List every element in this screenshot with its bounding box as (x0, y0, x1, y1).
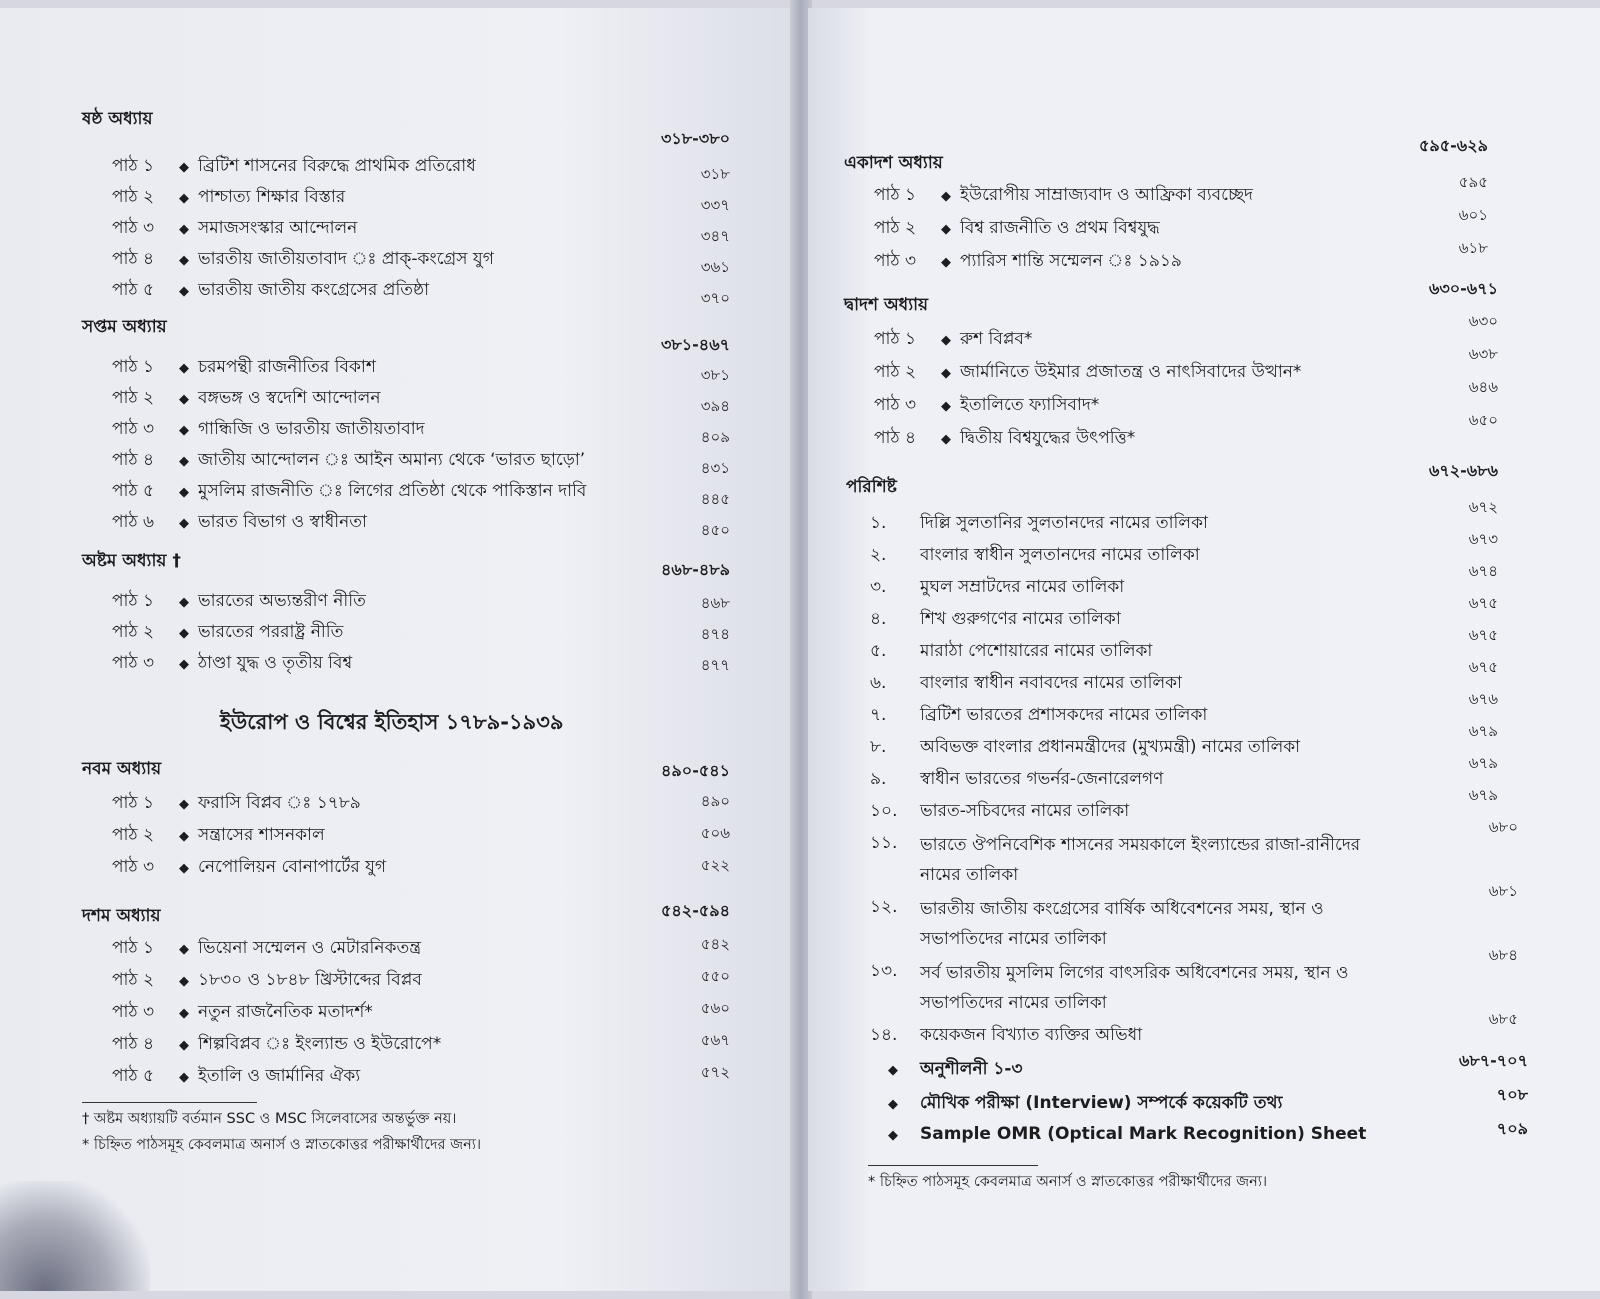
chapter-title: ষষ্ঠ অধ্যায় (82, 109, 153, 129)
chapter-title: দ্বাদশ অধ্যায় (844, 295, 929, 315)
footnote-rule (868, 1165, 1038, 1166)
appendix-range: ৬৭২-৬৮৬ (1428, 461, 1498, 480)
page-number: ৫৯৫ (1458, 173, 1488, 191)
extra-entry[interactable] (888, 1090, 1282, 1118)
item-text: বাংলার স্বাধীন সুলতানদের নামের তালিকা (920, 545, 1200, 565)
right-page (808, 8, 1600, 1291)
toc-entry[interactable] (874, 215, 1160, 243)
item-number: ৪. (870, 609, 887, 629)
lesson-label: পাঠ ২ (112, 388, 155, 408)
page-number: ৫০৬ (700, 824, 730, 842)
item-number: ২. (870, 545, 887, 565)
lesson-label: পাঠ ১ (112, 793, 154, 813)
bullet-icon: ◆ (179, 829, 189, 844)
lesson-title: চরমপন্থী রাজনীতির বিকাশ (198, 357, 376, 377)
page-number: ৩৩৭ (700, 196, 730, 214)
bullet-icon: ◆ (941, 189, 951, 204)
bullet-icon: ◆ (179, 423, 189, 438)
bullet-icon: ◆ (179, 392, 189, 407)
item-number: ১২. (870, 897, 898, 917)
lesson-title: বঙ্গভঙ্গ ও স্বদেশি আন্দোলন (198, 388, 381, 408)
bullet-icon: ◆ (179, 361, 189, 376)
lesson-title: রুশ বিপ্লব* (960, 329, 1033, 349)
bullet-icon: ◆ (179, 1006, 189, 1021)
lesson-label: পাঠ ৪ (112, 249, 154, 269)
lesson-label: পাঠ ৩ (874, 395, 917, 415)
bullet-icon: ◆ (179, 657, 189, 672)
lesson-label: পাঠ ১ (112, 357, 154, 377)
toc-entry[interactable] (112, 619, 343, 647)
toc-entry[interactable] (112, 935, 421, 963)
page-number: ৬৭৫ (1468, 626, 1498, 644)
lesson-title: নতুন রাজনৈতিক মতাদর্শ* (198, 1002, 373, 1022)
page-number: ৬৭৬ (1468, 690, 1498, 708)
lesson-title: মুসলিম রাজনীতি ঃ লিগের প্রতিষ্ঠা থেকে পাকিস্তান দাবি (198, 481, 587, 501)
item-text: ভারতীয় জাতীয় কংগ্রেসের বার্ষিক অধিবেশনের সময়, স্থান ও সভাপতিদের নামের তালিকা (920, 899, 1324, 949)
section-title: ইউরোপ ও বিশ্বের ইতিহাস ১৭৮৯-১৯৩৯ (220, 710, 564, 734)
lesson-title: পাশ্চাত্য শিক্ষার বিস্তার (198, 187, 346, 207)
lesson-title: ইতালি ও জার্মানির ঐক্য (198, 1066, 361, 1086)
page-number: ৬৮১ (1488, 882, 1518, 900)
lesson-label: পাঠ ৪ (112, 450, 154, 470)
lesson-label: পাঠ ৩ (112, 857, 155, 877)
page-number: ৬৭৯ (1468, 722, 1498, 740)
item-number: ৭. (870, 705, 887, 725)
page-number: ৬৮৫ (1488, 1010, 1518, 1028)
page-number: ৩৪৭ (700, 227, 730, 245)
page-number: ৪৩১ (700, 459, 730, 477)
lesson-label: পাঠ ৩ (112, 419, 155, 439)
toc-entry[interactable] (874, 248, 1182, 276)
chapter-title: নবম অধ্যায় (82, 759, 162, 779)
toc-entry[interactable] (112, 385, 380, 413)
appendix-item[interactable] (870, 830, 1400, 890)
lesson-label: পাঠ ২ (112, 187, 155, 207)
appendix-item[interactable] (870, 670, 1182, 698)
toc-entry[interactable] (874, 359, 1301, 387)
extra-text: অনুশীলনী ১-৩ (920, 1059, 1023, 1079)
item-text: দিল্লি সুলতানির সুলতানদের নামের তালিকা (920, 513, 1208, 533)
item-text: মুঘল সম্রাটদের নামের তালিকা (920, 577, 1125, 597)
extra-text: মৌখিক পরীক্ষা (Interview) সম্পর্কে কয়েকটি তথ্য (920, 1093, 1283, 1113)
item-text: অবিভক্ত বাংলার প্রধানমন্ত্রীদের (মুখ্যমন্ত্রী) নামের তালিকা (920, 737, 1301, 757)
toc-entry[interactable] (112, 588, 366, 616)
lesson-title: ভারত বিভাগ ও স্বাধীনতা (198, 512, 367, 532)
page-number: ৬৮৪ (1488, 946, 1518, 964)
extra-entry[interactable] (888, 1056, 1023, 1084)
bullet-icon: ◆ (941, 222, 951, 237)
lesson-label: পাঠ ১ (874, 329, 916, 349)
bullet-icon: ◆ (941, 366, 951, 381)
item-number: ৯. (870, 769, 887, 789)
bullet-icon: ◆ (941, 432, 951, 447)
item-text: শিখ গুরুগণের নামের তালিকা (920, 609, 1121, 629)
toc-entry[interactable] (112, 277, 429, 305)
toc-entry[interactable] (112, 509, 367, 537)
page-number: ৬৭২ (1468, 498, 1498, 516)
lesson-title: ভারতের অভ্যন্তরীণ নীতি (198, 591, 366, 611)
page-number: ৫৬০ (700, 999, 730, 1017)
lesson-title: ঠাণ্ডা যুদ্ধ ও তৃতীয় বিশ্ব (198, 653, 353, 673)
bullet-icon: ◆ (179, 942, 189, 957)
page-number: ৬০১ (1458, 206, 1488, 224)
lesson-label: পাঠ ২ (112, 970, 155, 990)
item-number: ৮. (870, 737, 887, 757)
item-number: ১৩. (870, 961, 898, 981)
bullet-icon: ◆ (179, 1038, 189, 1053)
chapter-title: একাদশ অধ্যায় (844, 153, 943, 173)
page-number: ৪৫০ (700, 521, 730, 539)
item-text: মারাঠা পেশোয়ারের নামের তালিকা (920, 641, 1153, 661)
lesson-title: ১৮৩০ ও ১৮৪৮ খ্রিস্টাব্দের বিপ্লব (198, 970, 422, 990)
toc-entry[interactable] (112, 447, 585, 475)
item-number: ১০. (870, 801, 898, 821)
toc-entry[interactable] (112, 967, 422, 995)
bullet-icon: ◆ (888, 1128, 898, 1143)
item-number: ৩. (870, 577, 887, 597)
lesson-label: পাঠ ২ (874, 218, 917, 238)
lesson-label: পাঠ ৪ (112, 1034, 154, 1054)
lesson-title: বিশ্ব রাজনীতি ও প্রথম বিশ্বযুদ্ধ (960, 218, 1160, 238)
lesson-title: ভিয়েনা সম্মেলন ও মেটারনিকতন্ত্র (198, 938, 422, 958)
page-number: ৩১৮ (700, 165, 730, 183)
lesson-title: ভারতীয় জাতীয় কংগ্রেসের প্রতিষ্ঠা (198, 280, 430, 300)
item-text: ব্রিটিশ ভারতের প্রশাসকদের নামের তালিকা (920, 705, 1208, 725)
lesson-title: গান্ধিজি ও ভারতীয় জাতীয়তাবাদ (198, 419, 425, 439)
toc-entry[interactable] (112, 184, 345, 212)
toc-entry[interactable] (112, 1031, 441, 1059)
appendix-item[interactable] (870, 894, 1400, 954)
bullet-icon: ◆ (179, 222, 189, 237)
item-text: কয়েকজন বিখ্যাত ব্যক্তির অভিধা (920, 1025, 1143, 1045)
page-number: ৬৩০ (1468, 312, 1498, 330)
page-number: ৫৭২ (700, 1063, 730, 1081)
item-text: স্বাধীন ভারতের গভর্নর-জেনারেলগণ (920, 769, 1164, 789)
page-number: ৬৮০ (1488, 818, 1518, 836)
chapter-range: ৬৩০-৬৭১ (1428, 279, 1498, 298)
lesson-label: পাঠ ২ (874, 362, 917, 382)
footnote: * চিহ্নিত পাঠসমূহ কেবলমাত্র অনার্স ও স্নাতকোত্তর পরীক্ষার্থীদের জন্য। (82, 1137, 482, 1153)
footnote: * চিহ্নিত পাঠসমূহ কেবলমাত্র অনার্স ও স্নাতকোত্তর পরীক্ষার্থীদের জন্য। (868, 1174, 1268, 1190)
toc-entry[interactable] (874, 425, 1135, 453)
left-page (0, 8, 796, 1291)
lesson-title: সমাজসংস্কার আন্দোলন (198, 218, 358, 238)
appendix-item[interactable] (870, 606, 1121, 634)
page-number: ৩৮১ (700, 366, 730, 384)
toc-entry[interactable] (112, 999, 373, 1027)
appendix-item[interactable] (870, 638, 1152, 666)
item-number: ৫. (870, 641, 887, 661)
appendix-item[interactable] (870, 734, 1300, 762)
lesson-title: ইতালিতে ফ্যাসিবাদ* (960, 395, 1100, 415)
toc-entry[interactable] (112, 822, 325, 850)
page-number: ৭০৮ (1496, 1085, 1528, 1104)
appendix-item[interactable] (870, 542, 1200, 570)
page-number: ৬৭৩ (1468, 530, 1498, 548)
page-number: ৩৬১ (700, 258, 730, 276)
page-number: ৬৭৯ (1468, 754, 1498, 772)
page-number: ৬৭৪ (1468, 562, 1498, 580)
footnote-rule (82, 1102, 257, 1103)
appendix-item[interactable] (870, 798, 1129, 826)
lesson-title: সন্ত্রাসের শাসনকাল (198, 825, 325, 845)
item-text: ভারত-সচিবদের নামের তালিকা (920, 801, 1130, 821)
lesson-label: পাঠ ৩ (874, 251, 917, 271)
page-number: ৬৭৫ (1468, 658, 1498, 676)
bullet-icon: ◆ (179, 284, 189, 299)
lesson-title: ফরাসি বিপ্লব ঃ ১৭৮৯ (198, 793, 361, 813)
toc-entry[interactable] (112, 478, 586, 506)
toc-entry[interactable] (112, 215, 357, 243)
item-number: ১. (870, 513, 887, 533)
bullet-icon: ◆ (179, 454, 189, 469)
appendix-title: পরিশিষ্ট (846, 477, 897, 497)
appendix-item[interactable] (870, 574, 1124, 602)
page-number: ৫৫০ (700, 967, 730, 985)
lesson-label: পাঠ ৩ (112, 653, 155, 673)
item-number: ১১. (870, 833, 898, 853)
page-number: ৭০৯ (1496, 1119, 1528, 1138)
page-number: ৩৭০ (700, 289, 730, 307)
toc-entry[interactable] (112, 246, 494, 274)
lesson-label: পাঠ ৫ (112, 280, 154, 300)
extra-entry[interactable] (888, 1124, 1366, 1144)
appendix-item[interactable] (870, 702, 1207, 730)
item-number: ১৪. (870, 1025, 898, 1045)
lesson-label: পাঠ ৩ (112, 218, 155, 238)
chapter-range: ৩১৮-৩৮০ (661, 129, 730, 148)
page-number: ৪৬৮ (700, 594, 730, 612)
lesson-label: পাঠ ১ (874, 185, 916, 205)
page-number: ৬৭৯ (1468, 786, 1498, 804)
bullet-icon: ◆ (179, 626, 189, 641)
bullet-icon: ◆ (888, 1063, 898, 1078)
toc-entry[interactable] (112, 790, 361, 818)
lesson-title: জাতীয় আন্দোলন ঃ আইন অমান্য থেকে ‘ভারত ছাড়ো’ (198, 450, 586, 470)
bullet-icon: ◆ (179, 974, 189, 989)
chapter-range: ৪৬৮-৪৮৯ (661, 560, 730, 579)
lesson-title: ইউরোপীয় সাম্রাজ্যবাদ ও আফ্রিকা ব্যবচ্ছেদ (960, 185, 1253, 205)
lesson-title: প্যারিস শান্তি সম্মেলন ঃ ১৯১৯ (960, 251, 1182, 271)
bullet-icon: ◆ (941, 255, 951, 270)
lesson-title: নেপোলিয়ন বোনাপার্টের যুগ (198, 857, 387, 877)
page-number: ৬৭৫ (1468, 594, 1498, 612)
bullet-icon: ◆ (179, 516, 189, 531)
toc-entry[interactable] (874, 326, 1032, 354)
chapter-title: সপ্তম অধ্যায় (82, 317, 167, 337)
page-number: ৫৬৭ (700, 1031, 730, 1049)
toc-entry[interactable] (874, 182, 1253, 210)
appendix-item[interactable] (870, 510, 1208, 538)
lesson-title: ভারতীয় জাতীয়তাবাদ ঃ প্রাক্-কংগ্রেস যুগ (198, 249, 494, 269)
page-number: ৬৩৮ (1468, 345, 1498, 363)
lesson-label: পাঠ ২ (112, 622, 155, 642)
footnote: † অষ্টম অধ্যায়টি বর্তমান SSC ও MSC সিলেবাসের অন্তর্ভুক্ত নয়। (82, 1111, 457, 1127)
page-number: ৬৫০ (1468, 411, 1498, 429)
bullet-icon: ◆ (179, 160, 189, 175)
bullet-icon: ◆ (179, 253, 189, 268)
item-text: সর্ব ভারতীয় মুসলিম লিগের বাৎসরিক অধিবেশনের সময়, স্থান ও সভাপতিদের নামের তালিকা (920, 963, 1349, 1013)
lesson-label: পাঠ ৪ (874, 428, 916, 448)
toc-entry[interactable] (874, 392, 1099, 420)
page-number: ৬৮৭-৭০৭ (1458, 1051, 1528, 1070)
page-number: ৬৪৬ (1468, 378, 1498, 396)
toc-entry[interactable] (112, 153, 476, 181)
chapter-title: অষ্টম অধ্যায় † (82, 551, 181, 571)
chapter-title: দশম অধ্যায় (82, 906, 161, 926)
page-number: ৬১৮ (1458, 239, 1488, 257)
appendix-item[interactable] (870, 766, 1163, 794)
lesson-title: ভারতের পররাষ্ট্র নীতি (198, 622, 344, 642)
item-text: বাংলার স্বাধীন নবাবদের নামের তালিকা (920, 673, 1182, 693)
lesson-label: পাঠ ৬ (112, 512, 155, 532)
lesson-title: শিল্পবিপ্লব ঃ ইংল্যান্ড ও ইউরোপে* (198, 1034, 442, 1054)
page-number: ৫২২ (700, 856, 730, 874)
chapter-range: ৪৯০-৫৪১ (661, 761, 730, 780)
page-number: ৪০৯ (700, 428, 730, 446)
bullet-icon: ◆ (941, 399, 951, 414)
toc-entry[interactable] (112, 416, 425, 444)
toc-entry[interactable] (112, 1063, 360, 1091)
bullet-icon: ◆ (179, 191, 189, 206)
toc-entry[interactable] (112, 650, 352, 678)
page-number: ৪৯০ (700, 792, 730, 810)
chapter-range: ৩৮১-৪৬৭ (661, 335, 730, 354)
bullet-icon: ◆ (179, 485, 189, 500)
page-number: ৪৭৪ (700, 625, 730, 643)
bullet-icon: ◆ (179, 797, 189, 812)
lesson-label: পাঠ ১ (112, 156, 154, 176)
lesson-label: পাঠ ৫ (112, 1066, 154, 1086)
chapter-range: ৫৪২-৫৯৪ (661, 901, 730, 920)
bullet-icon: ◆ (888, 1097, 898, 1112)
item-text: ভারতে ঔপনিবেশিক শাসনের সময়কালে ইংল্যান্ডের রাজা-রানীদের নামের তালিকা (920, 835, 1361, 885)
page-number: ৪৪৫ (700, 490, 730, 508)
lesson-label: পাঠ ৩ (112, 1002, 155, 1022)
hand-shadow (0, 1181, 150, 1291)
chapter-range: ৫৯৫-৬২৯ (1419, 136, 1488, 155)
lesson-label: পাঠ ২ (112, 825, 155, 845)
lesson-title: দ্বিতীয় বিশ্বযুদ্ধের উৎপত্তি* (960, 428, 1136, 448)
extra-text: Sample OMR (Optical Mark Recognition) Sheet (920, 1124, 1367, 1144)
lesson-title: জার্মানিতে উইমার প্রজাতন্ত্র ও নাৎসিবাদের উত্থান* (960, 362, 1302, 382)
bullet-icon: ◆ (941, 333, 951, 348)
bullet-icon: ◆ (179, 1070, 189, 1085)
appendix-item[interactable] (870, 1022, 1142, 1050)
bullet-icon: ◆ (179, 861, 189, 876)
toc-entry[interactable] (112, 354, 376, 382)
page-number: ৩৯৪ (700, 397, 730, 415)
lesson-label: পাঠ ১ (112, 938, 154, 958)
lesson-label: পাঠ ১ (112, 591, 154, 611)
page-number: ৪৭৭ (700, 656, 730, 674)
lesson-label: পাঠ ৫ (112, 481, 154, 501)
bullet-icon: ◆ (179, 595, 189, 610)
page-number: ৫৪২ (700, 935, 730, 953)
item-number: ৬. (870, 673, 887, 693)
toc-entry[interactable] (112, 854, 386, 882)
appendix-item[interactable] (870, 958, 1400, 1018)
lesson-title: ব্রিটিশ শাসনের বিরুদ্ধে প্রাথমিক প্রতিরোধ (198, 156, 476, 176)
